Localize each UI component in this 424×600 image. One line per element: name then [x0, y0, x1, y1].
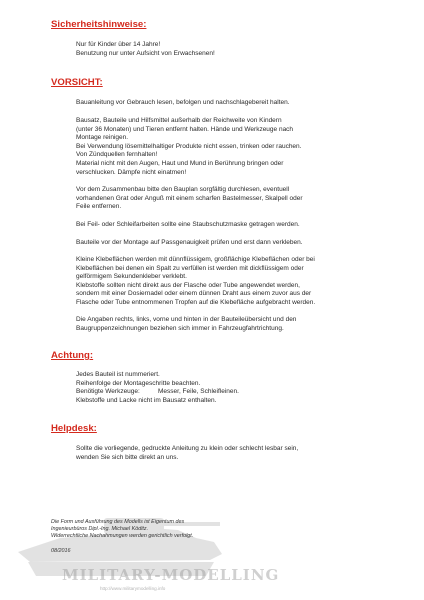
caution-paragraph-5	[76, 239, 394, 248]
text-line: verschlucken. Dämpfe nicht einatmen!	[76, 168, 187, 176]
helpdesk-text	[76, 445, 394, 462]
caution-paragraph-1	[76, 99, 394, 108]
caution-paragraph-7	[76, 316, 394, 333]
text-line: Bausatz, Bauteile und Hilfsmittel außerhalb der Reichweite von Kindern	[76, 117, 282, 124]
text-line: Klebeflächen bei denen ein Spalt zu verfüllen ist werden mit dickflüssigem oder	[76, 264, 304, 272]
text-line: Kleine Klebeflächen werden mit dünnflüssigem, großflächige Klebeflächen oder bei	[76, 256, 315, 263]
tools-label: Benötigte Werkzeuge:	[76, 388, 140, 396]
safety-line: Nur für Kinder über 14 Jahre!	[76, 41, 161, 48]
text-line: vorhandenen Grat oder Anguß mit einem scharfen Bastelmesser, Skalpell oder	[76, 194, 303, 202]
safety-line: Benutzung nur unter Aufsicht von Erwachsenen!	[76, 49, 215, 57]
text-line: gelförmigem Sekundenkleber verklebt.	[76, 273, 187, 281]
attention-heading: Achtung:	[51, 350, 94, 361]
ownership-notice	[51, 519, 193, 541]
text-line: Feile entfernen.	[76, 203, 122, 211]
text-line: Bauanleitung vor Gebrauch lesen, befolgen und nachschlagebereit halten.	[76, 99, 290, 106]
safety-text	[76, 41, 394, 58]
footer-line: Widerrechtliche Nachahmungen werden gerichtlich verfolgt.	[51, 533, 194, 540]
text-line: Die Angaben rechts, links, vorne und hinten in der Bauteileübersicht und den	[76, 316, 297, 323]
text-line: Jedes Bauteil ist nummeriert.	[76, 371, 160, 378]
text-line: (unter 36 Monaten) und Tieren entfernt halten. Hände und Werkzeuge nach	[76, 125, 294, 133]
helpdesk-heading: Helpdesk:	[51, 423, 97, 434]
footer-line: Ingenieurbüros Dipl.-Ing. Michael Köditz.	[51, 526, 149, 533]
caution-paragraph-4	[76, 221, 394, 230]
text-line: sondern mit einer Dosiernadel oder einem dünnen Draht aus einem zuvor aus der	[76, 290, 312, 298]
footer-line: Die Form und Ausführung des Modells ist Eigentum des	[51, 519, 185, 525]
caution-heading: VORSICHT:	[51, 77, 103, 88]
text-line: Von Zündquellen fernhalten!	[76, 151, 158, 159]
text-line: Reihenfolge der Montageschritte beachten.	[76, 379, 201, 387]
text-line: Sollte die vorliegende, gedruckte Anleitung zu klein oder schlecht lesbar sein,	[76, 445, 299, 452]
text-line: Montage reinigen.	[76, 134, 129, 142]
attention-text	[76, 371, 394, 405]
document-date: 08/2016	[51, 548, 71, 554]
text-line: Klebstoffe sollten nicht direkt aus der Flasche oder Tube angewendet werden,	[76, 281, 300, 289]
text-line: Bei Feil- oder Schleifarbeiten sollte eine Staubschutzmaske getragen werden.	[76, 221, 300, 228]
text-line: Klebstoffe und Lacke nicht im Bausatz enthalten.	[76, 396, 217, 404]
caution-paragraph-3	[76, 186, 394, 212]
text-line: Vor dem Zusammenbau bitte den Bauplan sorgfältig durchlesen, eventuell	[76, 186, 290, 193]
text-line: Baugruppenzeichnungen beziehen sich immer in Fahrzeugfahrtrichtung.	[76, 324, 284, 332]
text-line: Bauteile vor der Montage auf Passgenauigkeit prüfen und erst dann verkleben.	[76, 239, 303, 246]
tools-row	[76, 388, 394, 397]
caution-paragraph-2	[76, 117, 394, 177]
caution-paragraph-6	[76, 256, 394, 308]
text-line: Bei Verwendung lösemittelhaltiger Produkte nicht essen, trinken oder rauchen.	[76, 142, 302, 150]
text-line: Material nicht mit den Augen, Haut und Mund in Berührung bringen oder	[76, 159, 284, 167]
tools-value: Messer, Feile, Schleifleinen.	[158, 388, 239, 396]
watermark-text: MILITARY-MODELLING	[62, 566, 280, 584]
safety-heading: Sicherheitshinweise:	[51, 19, 147, 30]
text-line: wenden Sie sich bitte direkt an uns.	[76, 453, 179, 461]
watermark-url: http://www.militarymodelling.info	[100, 586, 166, 591]
text-line: Flasche oder Tube entnommenen Tropfen auf die Klebefläche aufgebracht werden.	[76, 298, 316, 306]
